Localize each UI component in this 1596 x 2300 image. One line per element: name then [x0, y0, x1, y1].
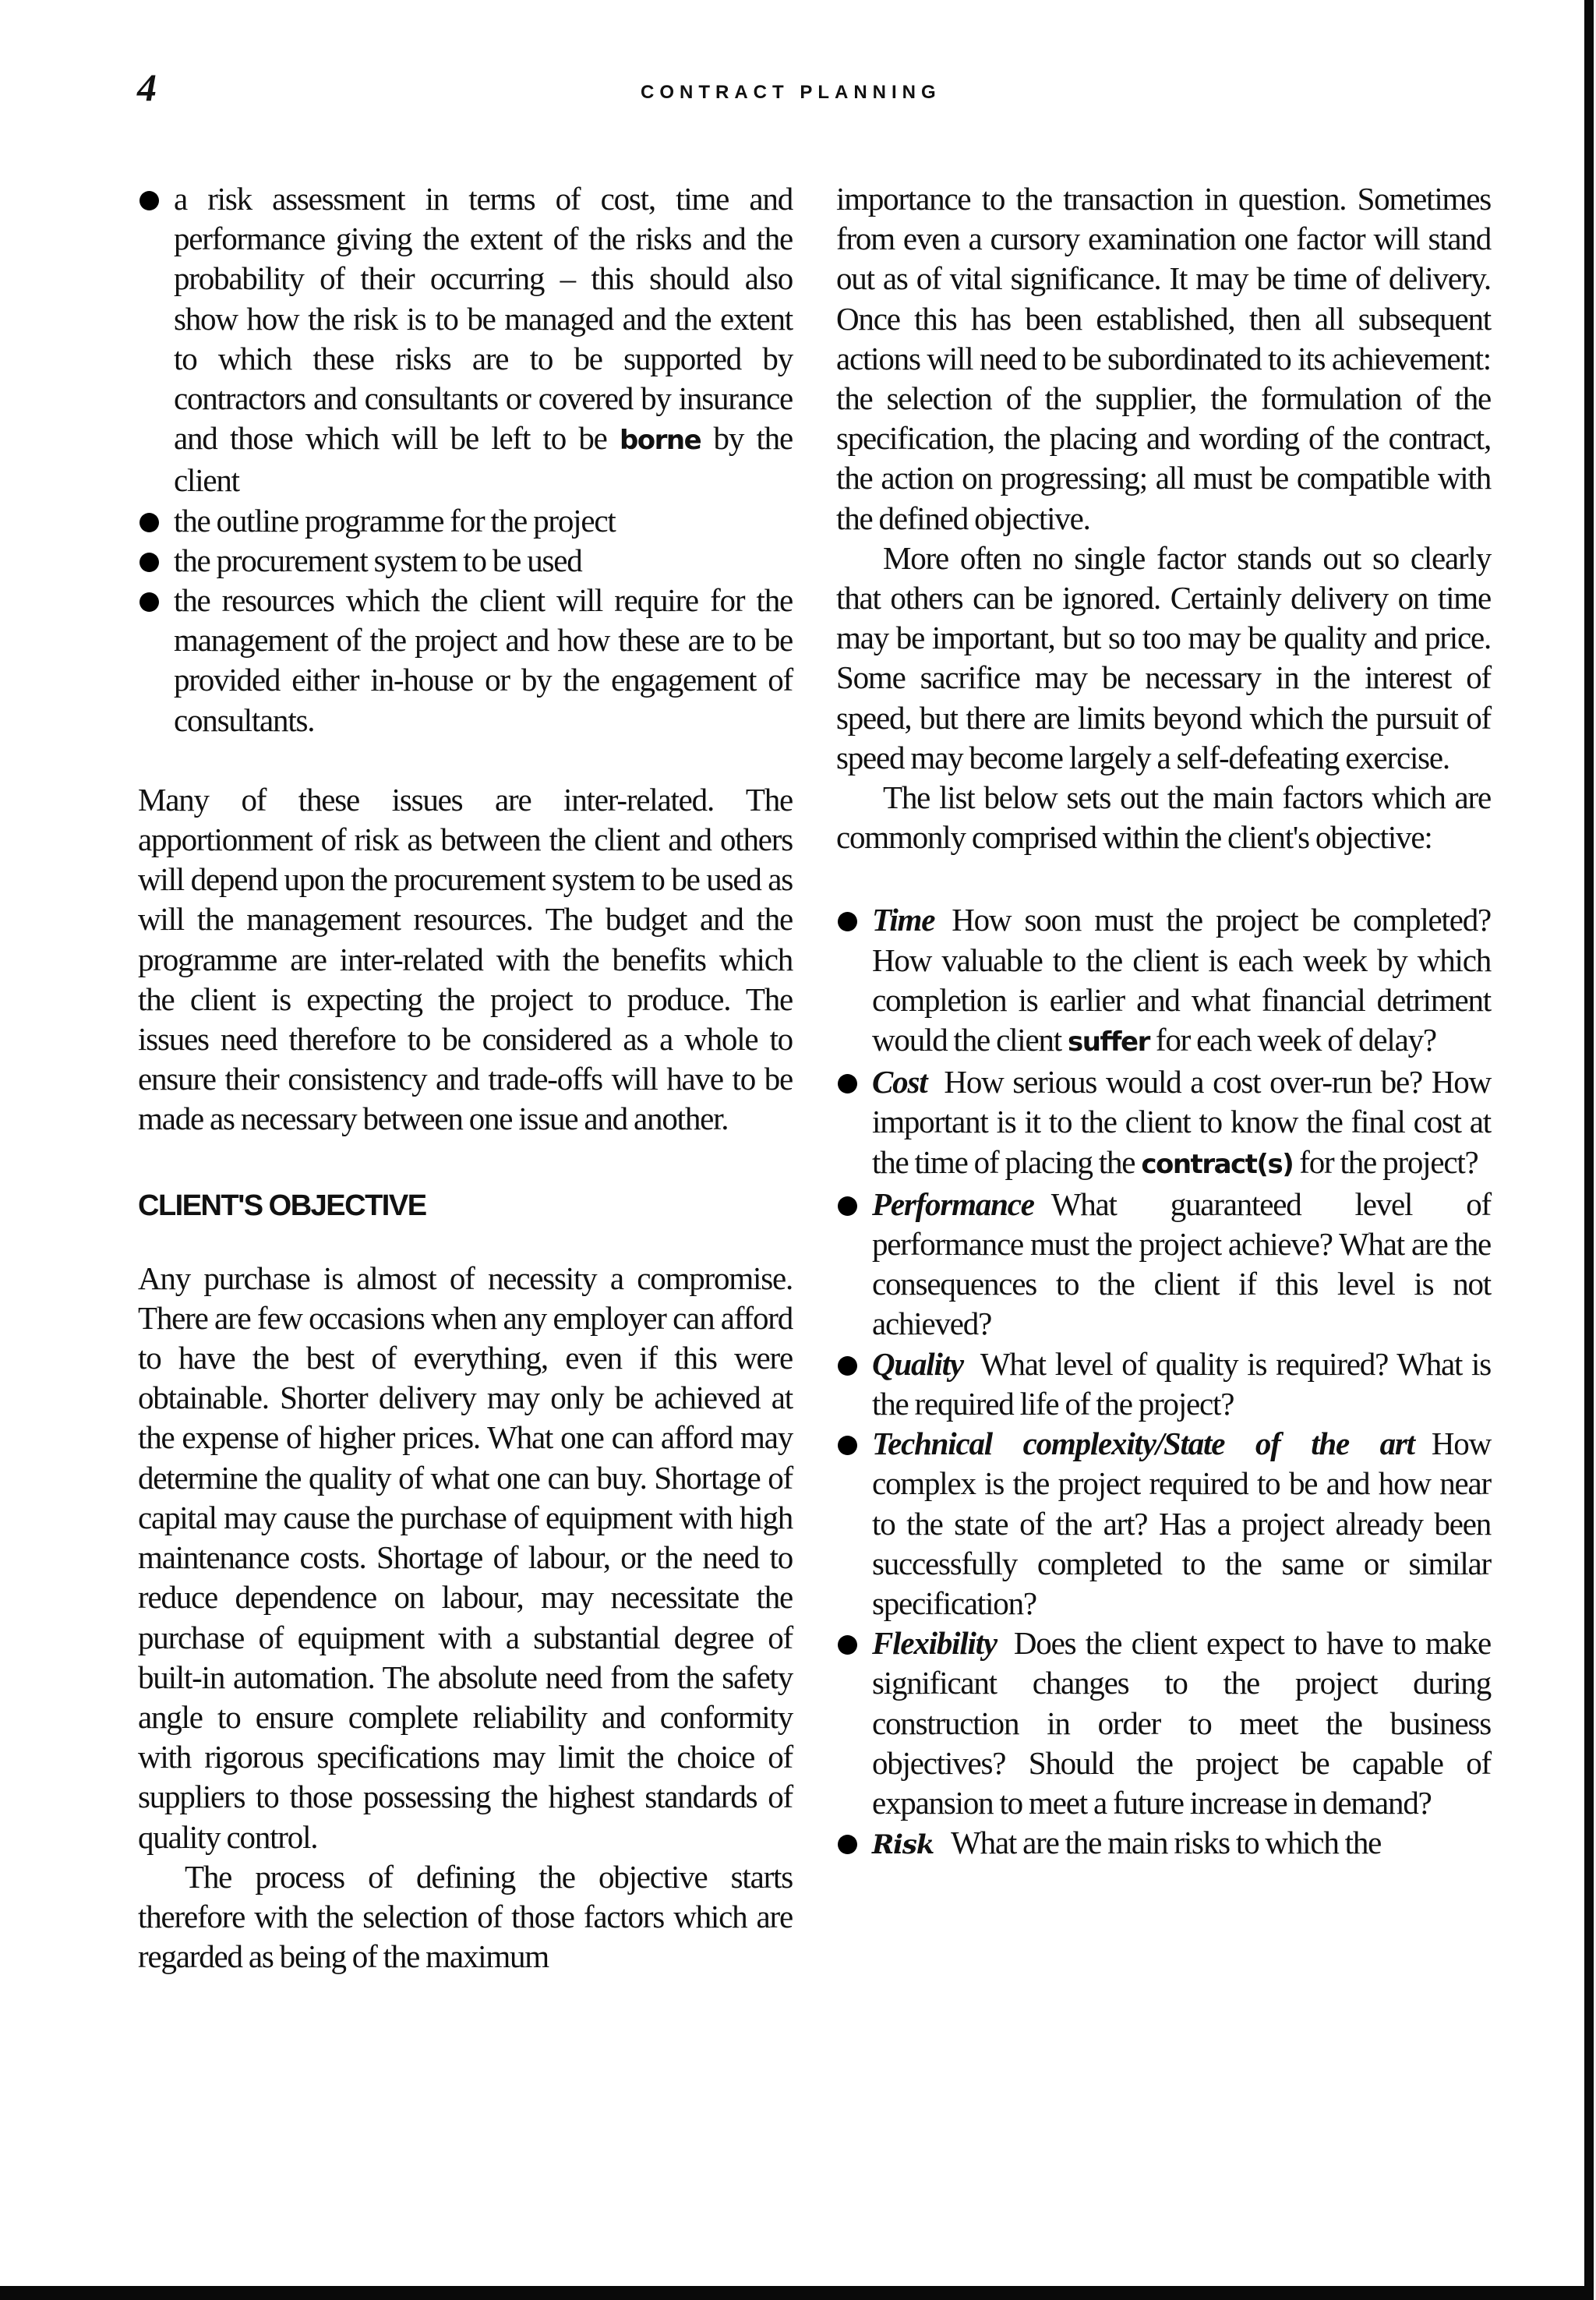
- scan-edge-right: [1584, 0, 1594, 2300]
- factor-term: Flexibility: [872, 1625, 997, 1662]
- factor-term: Performance: [872, 1185, 1034, 1222]
- paragraph-compromise: Any purchase is almost of necessity a compromise. There are few occasions when any employer can afford to have the best of everything, even if this were obtainable. Shorter delivery may only be achieved at the expense of higher prices. What one can afford may determine the quality of what one can buy. Shortage of capital may cause the purchase of equipment with high maintenance costs. Shortage of labour, or the need to reduce dependence on labour, may necessitate the purchase of equipment with a substantial degree of built-in automation. The absolute need from the safety angle to ensure complete reliability and conformity with rigorous specifications may limit the choice of suppliers to those possessing the highest standards of quality control.: [138, 1260, 793, 1855]
- factor-text: What level of quality is required? What is the required life of the project?: [872, 1345, 1491, 1422]
- list-item: [138, 581, 793, 740]
- bullet-icon: [838, 1436, 857, 1455]
- factor-item-risk: [836, 1823, 1491, 1865]
- list-item-text: the resources which the client will require for the management of the project and how these are to be provided either in-house or by the engagement of consultants.: [174, 582, 793, 738]
- bullet-icon: [139, 553, 159, 572]
- running-head: CONTRACT PLANNING: [641, 82, 941, 103]
- factor-term: Time: [872, 902, 935, 938]
- scan-edge-bottom: [0, 2286, 1594, 2300]
- factor-text: Does the client expect to have to make significant changes to the project during construction in order to meet the business objectives? Should the project be capable of expansion to meet a future increase in demand?: [872, 1625, 1491, 1821]
- paragraph-list-intro: The list below sets out the main factors which are commonly comprised within the client's objective:: [836, 779, 1491, 856]
- paragraph-more-often: More often no single factor stands out so clearly that others can be ignored. Certainly delivery on time may be important, but so too may be quality and price. Some sacrifice may be necessary in the interest of speed, but there are limits beyond which the pursuit of speed may become largely a self-defeating exercise.: [836, 539, 1491, 775]
- bullet-icon: [838, 1635, 857, 1655]
- factor-item-flexibility: [836, 1623, 1491, 1823]
- list-item-text: a risk assessment in terms of cost, time and performance giving the extent of the risks and the probability of their occurring – this should also show how the risk is to be managed and the extent to which these risks are to be supported by contractors and consultants or covered by insurance and those which will be left to be: [174, 181, 793, 457]
- right-column: [836, 179, 1491, 1865]
- factor-text: What are the main risks to which the: [951, 1825, 1382, 1861]
- factor-item-cost: [836, 1062, 1491, 1185]
- paragraph-process-start: The process of defining the objective starts therefore with the selection of those factors which are regarded as being of the maximum: [138, 1858, 793, 1975]
- emphasis-text: suffer: [1068, 1026, 1149, 1058]
- spacer: [138, 740, 793, 780]
- bullet-icon: [838, 1074, 857, 1093]
- list-item: [138, 541, 793, 581]
- page-number: 4: [137, 65, 157, 109]
- list-item-text: by the client: [174, 420, 793, 499]
- factor-text: for the project?: [1293, 1143, 1478, 1180]
- bullet-icon: [838, 912, 857, 931]
- list-item-text: the outline programme for the project: [174, 502, 616, 539]
- factor-text: What guaranteed level of performance must the project achieve? What are the consequences to the client if this level is not achieved?: [872, 1185, 1491, 1342]
- spacer: [836, 857, 1491, 900]
- left-column: [138, 179, 793, 1977]
- bullet-icon: [838, 1835, 857, 1854]
- factor-text: How soon must the project be completed? How valuable to the client is each week by which completion is earlier and what financial detriment would the client: [872, 902, 1491, 1058]
- bullet-icon: [139, 191, 159, 210]
- paragraph-interrelated: Many of these issues are inter-related. The apportionment of risk as between the client and others will depend upon the procurement system to be used as will the management resources. The budget and the programme are inter-related with the benefits which the client is expecting the project to produce. The issues need therefore to be considered as a whole to ensure their consistency and trade-offs will have to be made as necessary between one issue and another.: [138, 781, 793, 1137]
- list-item: [138, 501, 793, 541]
- factor-item-time: [836, 900, 1491, 1062]
- list-item: [138, 179, 793, 501]
- factor-text: How complex is the project required to be and how near to the state of the art? Has a project already been successfully completed to the same or similar specification?: [872, 1426, 1491, 1621]
- bullet-icon: [838, 1196, 857, 1216]
- factor-term: Risk: [872, 1829, 934, 1861]
- factor-item-technical-complexity: [836, 1424, 1491, 1623]
- bullet-icon: [838, 1356, 857, 1376]
- factor-item-performance: [836, 1185, 1491, 1344]
- emphasis-text: contract(s): [1141, 1148, 1294, 1180]
- objective-factors-list: [836, 900, 1491, 1865]
- bullet-icon: [139, 592, 159, 612]
- factor-term: Quality: [872, 1345, 963, 1382]
- factor-term: Cost: [872, 1064, 927, 1101]
- emphasis-text: borne: [619, 425, 701, 457]
- bullet-icon: [139, 513, 159, 532]
- factor-item-quality: [836, 1344, 1491, 1424]
- requirements-list: [138, 179, 793, 740]
- list-item-text: the procurement system to be used: [174, 542, 582, 578]
- factor-term: Technical complexity/State of the art: [872, 1426, 1414, 1462]
- factor-text: for each week of delay?: [1149, 1022, 1436, 1058]
- paragraph-importance: importance to the transaction in question. Sometimes from even a cursory examination one factor will stand out as of vital significance. It may be time of delivery. Once this has been established, then all subsequent actions will need to be subordinated to its achievement: the selection of the supplier, the formulation of the specification, the placing and wording of the contract, the action on progressing; all must be compatible with the defined objective.: [836, 181, 1491, 536]
- factor-text: How serious would a cost over-run be? How important is it to the client to know the final cost at the time of placing the: [872, 1064, 1491, 1180]
- section-heading: CLIENT'S OBJECTIVE: [138, 1189, 426, 1222]
